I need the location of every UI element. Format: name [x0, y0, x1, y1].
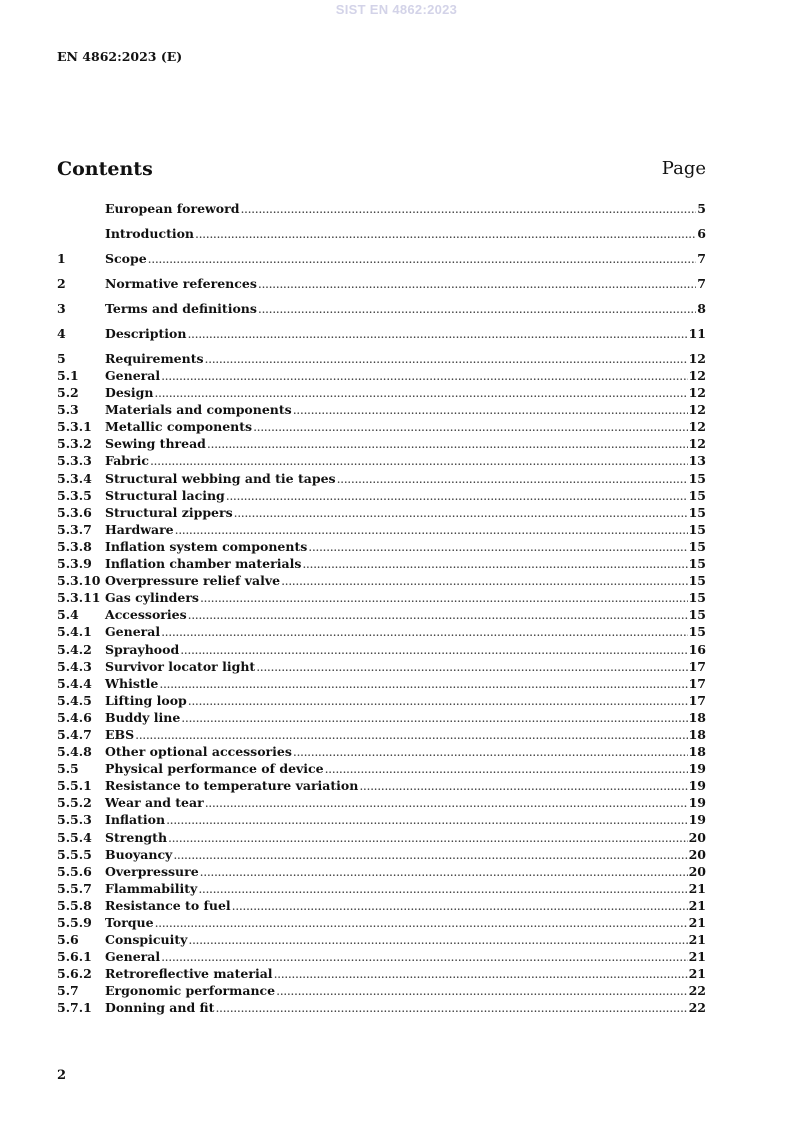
- toc-entry-page: 15: [688, 573, 706, 589]
- toc-entry[interactable]: [57, 350, 706, 367]
- toc-entry[interactable]: [57, 504, 706, 521]
- toc-entry-page: 15: [688, 504, 706, 520]
- toc-entry-title: Resistance to fuel: [105, 897, 231, 913]
- toc-entry[interactable]: [57, 641, 706, 658]
- toc-entry-number: 5.3.4: [57, 470, 92, 486]
- toc-entry-number: 5.6: [57, 932, 79, 948]
- toc-entry-number: 5.4.4: [57, 675, 92, 691]
- toc-entry[interactable]: [57, 999, 706, 1016]
- toc-entry-title: Materials and components: [105, 402, 292, 418]
- toc-entry-page: 20: [688, 846, 706, 862]
- toc-entry-title: Structural webbing and tie tapes: [105, 470, 336, 486]
- toc-entry-page: 12: [688, 436, 706, 452]
- toc-entry-number: 5.2: [57, 385, 79, 401]
- toc-entry-number: 5.6.2: [57, 966, 92, 982]
- toc-entry-number: 5.3.1: [57, 419, 92, 435]
- toc-entry[interactable]: [57, 948, 706, 965]
- dot-leader: [166, 811, 688, 828]
- toc-entry[interactable]: [57, 914, 706, 931]
- toc-entry[interactable]: [57, 965, 706, 982]
- toc-entry-number: 5.5.2: [57, 795, 92, 811]
- dot-leader: [188, 692, 688, 709]
- toc-entry-number: 5.3.5: [57, 487, 92, 503]
- page-number: 2: [57, 1068, 67, 1083]
- toc-entry-page: 5: [697, 201, 706, 216]
- toc-entry-number: 5.5.6: [57, 863, 92, 879]
- toc-entry-title: Buddy line: [105, 709, 181, 725]
- toc-entry-title: Inflation system components: [105, 538, 308, 554]
- toc-entry-number: 5.4.7: [57, 726, 92, 742]
- toc-entry-title: Whistle: [105, 675, 159, 691]
- dot-leader: [161, 948, 687, 965]
- toc-entry-title: Wear and tear: [105, 795, 204, 811]
- dot-leader: [337, 470, 688, 487]
- toc-entry-page: 13: [688, 453, 706, 469]
- watermark: SIST EN 4862:2023: [335, 2, 458, 17]
- toc-entry-title: Introduction: [105, 225, 195, 241]
- toc-entry-title: Sewing thread: [105, 436, 206, 452]
- toc-entry-page: 16: [688, 641, 706, 657]
- toc-entry-page: 17: [688, 658, 706, 674]
- toc-entry[interactable]: [57, 470, 706, 487]
- toc-entry-page: 18: [688, 726, 706, 742]
- toc-entry-title: Buoyancy: [105, 846, 173, 862]
- toc-entry[interactable]: [57, 452, 706, 469]
- toc-entry[interactable]: [57, 225, 706, 242]
- toc-entry-page: 7: [697, 250, 706, 266]
- toc-entry[interactable]: [57, 709, 706, 726]
- toc-entry-number: 4: [57, 325, 66, 341]
- toc-entry-title: Inflation chamber materials: [105, 556, 302, 572]
- dot-leader: [359, 777, 687, 794]
- toc-entry-title: Normative references: [105, 275, 257, 291]
- toc-entry[interactable]: [57, 250, 706, 267]
- toc-entry-number: 5.7: [57, 983, 79, 999]
- toc-entry-title: Hardware: [105, 521, 174, 537]
- toc-entry[interactable]: [57, 811, 706, 828]
- toc-entry-number: 5.3.11: [57, 590, 101, 606]
- toc-entry-title: Design: [105, 385, 154, 401]
- toc-entry-page: 15: [688, 487, 706, 503]
- dot-leader: [205, 350, 688, 367]
- dot-leader: [161, 623, 687, 640]
- toc-entry-page: 19: [688, 795, 706, 811]
- dot-leader: [180, 641, 687, 658]
- toc-entry-number: 5.3.8: [57, 538, 92, 554]
- toc-entry[interactable]: [57, 623, 706, 640]
- toc-entry[interactable]: [57, 367, 706, 384]
- dot-leader: [168, 829, 688, 846]
- toc-entry-number: 5.6.1: [57, 949, 92, 965]
- toc-entry-number: 5.3: [57, 402, 79, 418]
- toc-entry-page: 22: [688, 983, 706, 999]
- toc-entry[interactable]: [57, 589, 706, 606]
- toc-entry-page: 19: [688, 761, 706, 777]
- toc-entry-title: Requirements: [105, 350, 204, 366]
- toc-entry[interactable]: [57, 325, 706, 342]
- toc-entry-title: Structural zippers: [105, 504, 233, 520]
- toc-entry[interactable]: [57, 435, 706, 452]
- toc-entry-title: Accessories: [105, 607, 187, 623]
- toc-entry-number: 5: [57, 350, 66, 366]
- toc-entry-number: 5.4.5: [57, 692, 92, 708]
- toc-entry[interactable]: [57, 743, 706, 760]
- toc-entry-page: 21: [688, 949, 706, 965]
- dot-leader: [187, 325, 687, 342]
- toc-entry-title: European foreword: [105, 201, 240, 216]
- toc-entry-title: Description: [105, 325, 187, 341]
- toc-entry-number: 5.4.8: [57, 744, 92, 760]
- toc-entry-title: Gas cylinders: [105, 590, 199, 606]
- dot-leader: [258, 275, 696, 292]
- toc-entry[interactable]: [57, 897, 706, 914]
- toc-entry-number: 5.5.4: [57, 829, 92, 845]
- toc-entry-page: 19: [688, 778, 706, 794]
- toc-entry-title: General: [105, 368, 161, 383]
- dot-leader: [159, 675, 687, 692]
- toc-entry-page: 15: [688, 624, 706, 640]
- toc-entry-number: 5.3.6: [57, 504, 92, 520]
- toc-entry-title: Survivor locator light: [105, 658, 256, 674]
- toc-entry[interactable]: [57, 606, 706, 623]
- toc-entry-title: Terms and definitions: [105, 300, 257, 316]
- dot-leader: [240, 200, 696, 217]
- toc-entry-title: Metallic components: [105, 419, 253, 435]
- dot-leader: [200, 589, 688, 606]
- toc-entry-page: 15: [688, 556, 706, 572]
- dot-leader: [302, 555, 687, 572]
- toc-entry-title: Donning and fit: [105, 1000, 215, 1016]
- toc-entry-page: 11: [688, 325, 706, 341]
- toc-entry[interactable]: [57, 846, 706, 863]
- toc-entry-number: 5.3.7: [57, 521, 92, 537]
- toc-entry-page: 18: [688, 744, 706, 760]
- toc-entry-page: 22: [688, 1000, 706, 1016]
- dot-leader: [325, 760, 688, 777]
- toc-entry[interactable]: [57, 658, 706, 675]
- toc-entry-title: EBS: [105, 726, 135, 742]
- toc-entry[interactable]: [57, 777, 706, 794]
- toc-entry[interactable]: [57, 538, 706, 555]
- toc-entry-number: 5.7.1: [57, 1000, 92, 1016]
- toc-entry-number: 5.3.10: [57, 573, 101, 589]
- toc-entry-page: 18: [688, 709, 706, 725]
- toc-entry-number: 5.5.1: [57, 778, 92, 794]
- toc-entry-title: Lifting loop: [105, 692, 187, 708]
- toc-entry-page: 21: [688, 966, 706, 982]
- toc-entry-page: 15: [688, 470, 706, 486]
- toc-entry[interactable]: [57, 300, 706, 317]
- toc-entry-page: 12: [688, 368, 706, 383]
- dot-leader: [308, 538, 687, 555]
- toc-entry-page: 12: [688, 385, 706, 401]
- dot-leader: [258, 300, 696, 317]
- toc-entry-title: Conspicuity: [105, 932, 188, 948]
- toc-entry-page: 19: [688, 812, 706, 828]
- toc-entry-page: 17: [688, 675, 706, 691]
- toc-entry-number: 5.4.3: [57, 658, 92, 674]
- dot-leader: [135, 726, 687, 743]
- toc-entry[interactable]: [57, 829, 706, 846]
- toc-entry-page: 17: [688, 692, 706, 708]
- dot-leader: [148, 250, 697, 267]
- dot-leader: [205, 794, 688, 811]
- toc-entry[interactable]: [57, 794, 706, 811]
- toc-entry-number: 5.4.2: [57, 641, 92, 657]
- toc-entry-title: Other optional accessories: [105, 744, 292, 760]
- toc-entry-title: Structural lacing: [105, 487, 225, 503]
- toc-entry-page: 12: [688, 350, 706, 366]
- toc-entry[interactable]: [57, 982, 706, 999]
- toc-entry-title: Scope: [105, 250, 147, 266]
- toc-entry[interactable]: [57, 863, 706, 880]
- toc-entry-page: 15: [688, 590, 706, 606]
- toc-entry-page: 15: [688, 521, 706, 537]
- toc-entry-page: 6: [697, 225, 706, 241]
- toc-entry[interactable]: [57, 418, 706, 435]
- toc-entry-title: Overpressure relief valve: [105, 573, 281, 589]
- toc-entry-number: 5.5.5: [57, 846, 92, 862]
- dot-leader: [198, 880, 687, 897]
- toc-entry-title: Strength: [105, 829, 168, 845]
- toc-entry-title: Physical performance of device: [105, 761, 324, 777]
- toc-entry-page: 21: [688, 897, 706, 913]
- toc-entry[interactable]: [57, 675, 706, 692]
- toc-entry-page: 21: [688, 915, 706, 930]
- document-id: EN 4862:2023 (E): [57, 49, 183, 64]
- dot-leader: [226, 487, 688, 504]
- dot-leader: [293, 401, 688, 418]
- toc-entry-page: 12: [688, 419, 706, 435]
- toc-entry-title: Inflation: [105, 812, 166, 828]
- dot-leader: [234, 504, 688, 521]
- toc-entry[interactable]: [57, 487, 706, 504]
- toc-entry[interactable]: [57, 692, 706, 709]
- toc-entry-title: Overpressure: [105, 863, 199, 879]
- toc-entry-page: 20: [688, 829, 706, 845]
- toc-entry-title: Retroreflective material: [105, 966, 273, 982]
- toc-entry-title: Sprayhood: [105, 641, 180, 657]
- dot-leader: [281, 572, 688, 589]
- toc-entry-number: 5.5.9: [57, 915, 92, 930]
- toc-entry-page: 15: [688, 607, 706, 623]
- toc-entry-number: 2: [57, 275, 66, 291]
- toc-entry-page: 8: [697, 300, 706, 316]
- toc-entry-title: Fabric: [105, 453, 149, 469]
- toc-entry-page: 20: [688, 863, 706, 879]
- dot-leader: [155, 914, 688, 931]
- toc-entry-number: 5.4.1: [57, 624, 92, 640]
- toc-entry-page: 21: [688, 880, 706, 896]
- dot-leader: [232, 897, 688, 914]
- dot-leader: [253, 418, 688, 435]
- toc-entry-number: 5.3.9: [57, 556, 92, 572]
- dot-leader: [173, 846, 687, 863]
- toc-entry[interactable]: [57, 572, 706, 589]
- toc-entry-title: Resistance to temperature variation: [105, 778, 359, 794]
- contents-title: Contents: [57, 158, 153, 180]
- toc-entry-title: Torque: [105, 915, 154, 930]
- toc-entry[interactable]: [57, 760, 706, 777]
- page-column-heading: Page: [661, 158, 706, 179]
- toc-entry-number: 5.5.8: [57, 897, 92, 913]
- toc-entry[interactable]: [57, 384, 706, 401]
- toc-entry-number: 3: [57, 300, 66, 316]
- toc-entry-number: 5.3.3: [57, 453, 92, 469]
- toc-entry-number: 5.3.2: [57, 436, 92, 452]
- dot-leader: [188, 931, 687, 948]
- toc-entry-title: General: [105, 624, 161, 640]
- dot-leader: [188, 606, 688, 623]
- toc-entry-title: General: [105, 949, 161, 965]
- toc-entry-page: 21: [688, 932, 706, 948]
- dot-leader: [175, 521, 688, 538]
- dot-leader: [293, 743, 688, 760]
- toc-entry-page: 15: [688, 538, 706, 554]
- dot-leader: [200, 863, 688, 880]
- toc-entry[interactable]: [57, 401, 706, 418]
- toc-entry-title: Ergonomic performance: [105, 983, 276, 999]
- dot-leader: [150, 452, 688, 469]
- dot-leader: [154, 384, 687, 401]
- dot-leader: [161, 367, 687, 384]
- dot-leader: [195, 225, 696, 242]
- toc-entry-number: 5.1: [57, 368, 79, 383]
- toc-entry-page: 7: [697, 275, 706, 291]
- toc-entry[interactable]: [57, 931, 706, 948]
- toc-entry[interactable]: [57, 200, 706, 217]
- toc-entry-number: 5.5.7: [57, 880, 92, 896]
- toc-entry[interactable]: [57, 521, 706, 538]
- dot-leader: [276, 982, 687, 999]
- toc-entry-number: 5.5.3: [57, 812, 92, 828]
- dot-leader: [215, 999, 687, 1016]
- dot-leader: [181, 709, 687, 726]
- toc-entry[interactable]: [57, 726, 706, 743]
- table-of-contents: [57, 200, 706, 1017]
- toc-entry-title: Flammability: [105, 880, 198, 896]
- dot-leader: [256, 658, 687, 675]
- toc-entry-number: 5.4: [57, 607, 79, 623]
- dot-leader: [274, 965, 688, 982]
- toc-entry-number: 5.4.6: [57, 709, 92, 725]
- toc-entry-page: 12: [688, 402, 706, 418]
- toc-entry-number: 5.5: [57, 761, 79, 777]
- toc-entry-number: 1: [57, 250, 66, 266]
- toc-entry[interactable]: [57, 275, 706, 292]
- toc-entry[interactable]: [57, 555, 706, 572]
- dot-leader: [207, 435, 688, 452]
- toc-entry[interactable]: [57, 880, 706, 897]
